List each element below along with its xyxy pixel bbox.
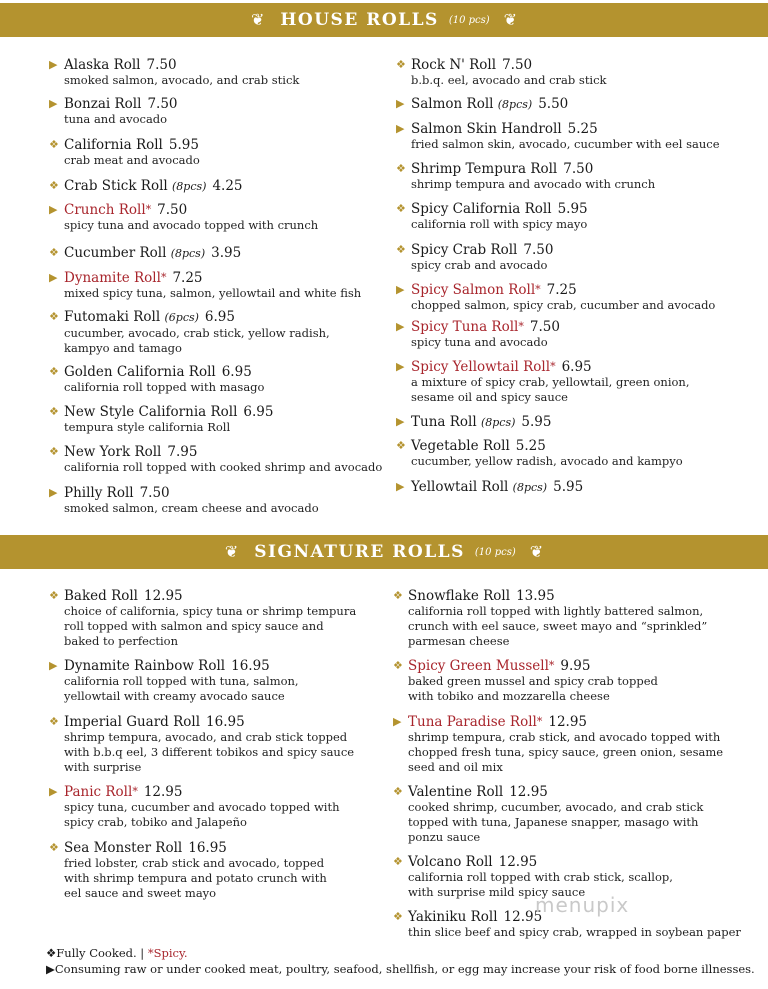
item-heading — [408, 658, 753, 674]
item-description: with tobiko and mozzarella cheese — [408, 689, 610, 703]
menu-item — [49, 714, 409, 775]
item-description: parmesan cheese — [408, 634, 510, 648]
item-heading — [64, 784, 409, 800]
menu-item — [396, 96, 756, 113]
item-description: thin slice beef and spicy crab, wrapped in soybean paper — [408, 925, 741, 939]
item-description: spicy crab, tobiko and Jalapeño — [64, 815, 247, 829]
menu-item — [49, 202, 409, 233]
cooked-diamond-icon: ❖ — [393, 910, 403, 923]
item-description: spicy tuna, cucumber and avocado topped with — [64, 800, 340, 814]
item-description: b.b.q. eel, avocado and crab stick — [411, 73, 607, 87]
ornament-icon: ❦ — [224, 542, 239, 561]
item-name: Yakiniku Roll — [408, 909, 498, 925]
item-name: Panic Roll — [64, 784, 133, 800]
spicy-star-icon: * — [550, 360, 556, 373]
menu-item — [49, 137, 409, 168]
item-heading — [411, 96, 756, 113]
raw-arrow-icon: ▶ — [396, 122, 405, 135]
item-heading — [64, 404, 409, 420]
item-heading — [411, 319, 756, 335]
menu-item — [393, 658, 753, 704]
raw-arrow-icon: ▶ — [49, 486, 58, 499]
item-name: Spicy Green Mussell — [408, 658, 549, 674]
item-description: cucumber, avocado, crab stick, yellow radish, — [64, 326, 330, 340]
item-heading — [64, 137, 409, 153]
item-description: shrimp tempura, avocado, and crab stick topped — [64, 730, 348, 744]
item-name: California Roll — [64, 137, 163, 153]
item-price: 6.95 — [243, 404, 274, 420]
item-name: Cucumber Roll — [64, 245, 167, 261]
item-heading — [64, 245, 409, 262]
menu-item — [49, 96, 409, 127]
item-price: 12.95 — [509, 784, 548, 800]
menu-item — [396, 282, 756, 313]
item-price: 7.95 — [167, 444, 198, 460]
item-name: Spicy California Roll — [411, 201, 552, 217]
item-price: 6.95 — [221, 364, 252, 380]
spicy-note: *Spicy. — [147, 946, 188, 960]
item-price: 7.50 — [139, 485, 170, 501]
cooked-diamond-icon: ❖ — [396, 58, 406, 71]
item-description: fried lobster, crab stick and avocado, topped — [64, 856, 325, 870]
item-price: 13.95 — [516, 588, 555, 604]
item-name: Tuna Paradise Roll — [408, 714, 537, 730]
section-count: (10 pcs) — [474, 546, 516, 558]
menu-item — [396, 438, 756, 469]
item-pieces: (8pcs) — [497, 98, 533, 111]
item-price: 5.25 — [567, 121, 598, 137]
menu-item — [396, 479, 756, 496]
cooked-diamond-icon: ❖ — [49, 179, 59, 192]
item-description: eel sauce and sweet mayo — [64, 886, 217, 900]
item-price: 12.95 — [143, 784, 183, 800]
item-heading — [408, 784, 753, 800]
menu-item — [49, 658, 409, 704]
item-price: 7.50 — [146, 57, 177, 73]
menu-item — [49, 178, 409, 195]
item-description: california roll topped with masago — [64, 380, 265, 394]
item-price: 3.95 — [211, 245, 242, 261]
item-price: 7.50 — [502, 57, 533, 73]
spicy-star-icon: * — [536, 715, 543, 728]
item-price: 7.50 — [563, 161, 594, 177]
item-price: 7.50 — [523, 242, 554, 258]
item-name: Spicy Salmon Roll — [411, 282, 536, 298]
cooked-diamond-icon: ❖ — [49, 365, 59, 378]
item-name: Rock N' Roll — [411, 57, 497, 73]
item-name: Imperial Guard Roll — [64, 714, 201, 730]
item-heading — [411, 161, 756, 177]
item-heading — [64, 270, 409, 286]
item-description: crunch with eel sauce, sweet mayo and “sprinkled” — [408, 619, 708, 633]
item-heading — [64, 178, 409, 195]
cooked-diamond-icon: ❖ — [396, 202, 406, 215]
item-name: Tuna Roll — [411, 414, 477, 430]
spicy-star-icon: * — [160, 271, 167, 284]
item-price: 5.25 — [515, 438, 546, 454]
item-description: with b.b.q eel, 3 different tobikos and spicy sauce — [64, 745, 355, 759]
item-description: with shrimp tempura and potato crunch with — [64, 871, 327, 885]
item-heading — [408, 588, 753, 604]
item-description: smoked salmon, cream cheese and avocado — [64, 501, 319, 515]
raw-arrow-icon: ▶ — [49, 785, 58, 798]
house-rolls-banner — [0, 3, 768, 37]
cooked-diamond-icon: ❖ — [49, 445, 59, 458]
item-name: Sea Monster Roll — [64, 840, 183, 856]
ornament-icon: ❦ — [503, 10, 518, 29]
item-heading — [411, 282, 756, 298]
item-description: yellowtail with creamy avocado sauce — [64, 689, 285, 703]
item-description: choice of california, spicy tuna or shrimp tempura — [64, 604, 357, 618]
item-heading — [411, 479, 756, 496]
item-pieces: (8pcs) — [512, 481, 548, 494]
item-name: Bonzai Roll — [64, 96, 142, 112]
item-name: Spicy Yellowtail Roll — [411, 359, 551, 375]
ornament-icon: ❦ — [250, 10, 265, 29]
item-name: Baked Roll — [64, 588, 138, 604]
item-description: california roll topped with cooked shrimp and avocado — [64, 460, 383, 474]
item-price: 12.95 — [503, 909, 543, 925]
spicy-star-icon: * — [145, 203, 152, 216]
cooked-diamond-icon: ❖ — [393, 785, 403, 798]
spicy-star-icon: * — [132, 785, 138, 798]
item-description: cucumber, yellow radish, avocado and kampyo — [411, 454, 683, 468]
item-price: 5.95 — [521, 414, 552, 430]
item-heading — [64, 57, 409, 73]
item-description: chopped fresh tuna, spicy sauce, green onion, sesame — [408, 745, 724, 759]
section-title: HOUSE ROLLS — [280, 10, 439, 30]
item-name: Salmon Skin Handroll — [411, 121, 562, 137]
raw-arrow-icon: ▶ — [49, 97, 58, 110]
legend-separator: | — [136, 946, 148, 960]
item-heading — [408, 714, 753, 730]
item-price: 5.95 — [553, 479, 584, 495]
raw-arrow-icon: ▶ — [49, 659, 58, 672]
item-description: mixed spicy tuna, salmon, yellowtail and white fish — [64, 286, 362, 300]
cooked-diamond-icon: ❖ — [393, 589, 403, 602]
item-name: Dynamite Roll — [64, 270, 161, 286]
item-pieces: (8pcs) — [480, 416, 516, 429]
item-description: crab meat and avocado — [64, 153, 200, 167]
item-name: Alaska Roll — [64, 57, 141, 73]
menu-item — [396, 414, 756, 431]
item-heading — [64, 588, 409, 604]
item-name: New York Roll — [64, 444, 162, 460]
item-description: california roll topped with crab stick, scallop, — [408, 870, 673, 884]
cooked-diamond-icon: ❖ — [393, 855, 403, 868]
item-description: spicy crab and avocado — [411, 258, 548, 272]
item-name: Snowflake Roll — [408, 588, 511, 604]
item-price: 12.95 — [548, 714, 588, 730]
cooked-diamond-icon: ❖ — [49, 841, 59, 854]
item-price: 5.95 — [557, 201, 588, 217]
item-pieces: (8pcs) — [170, 247, 206, 260]
cooked-diamond-icon: ❖ — [49, 246, 59, 259]
menu-item — [49, 404, 409, 435]
raw-arrow-icon: ▶ — [396, 415, 405, 428]
menu-item — [396, 57, 756, 88]
menu-item — [49, 270, 409, 301]
menu-item — [393, 714, 753, 775]
item-name: New Style California Roll — [64, 404, 238, 420]
item-description: shrimp tempura, crab stick, and avocado topped with — [408, 730, 721, 744]
menu-item — [49, 784, 409, 830]
footer-legend — [46, 946, 188, 961]
section-count: (10 pcs) — [448, 14, 490, 26]
cooked-diamond-icon: ❖ — [49, 715, 59, 728]
item-name: Vegetable Roll — [411, 438, 510, 454]
item-description: a mixture of spicy crab, yellowtail, green onion, — [411, 375, 690, 389]
menu-item — [393, 588, 753, 649]
item-name: Spicy Tuna Roll — [411, 319, 519, 335]
health-warning: ▶Consuming raw or under cooked meat, poultry, seafood, shellfish, or egg may increase your risk of food borne illnesses. — [46, 962, 755, 976]
ornament-icon: ❦ — [529, 542, 544, 561]
item-description: smoked salmon, avocado, and crab stick — [64, 73, 300, 87]
menu-item — [49, 245, 409, 262]
menu-item — [393, 784, 753, 845]
spicy-star-icon: * — [548, 659, 555, 672]
item-price: 5.95 — [168, 137, 199, 153]
item-name: Philly Roll — [64, 485, 134, 501]
item-description: california roll topped with tuna, salmon, — [64, 674, 299, 688]
cooked-diamond-icon: ❖ — [396, 162, 406, 175]
item-price: 16.95 — [206, 714, 245, 730]
item-pieces: (6pcs) — [164, 311, 199, 324]
item-description: roll topped with salmon and spicy sauce and — [64, 619, 324, 633]
item-price: 5.50 — [538, 96, 569, 112]
spicy-star-icon: * — [518, 320, 524, 333]
item-description: chopped salmon, spicy crab, cucumber and avocado — [411, 298, 716, 312]
item-name: Dynamite Rainbow Roll — [64, 658, 226, 674]
raw-arrow-icon: ▶ — [396, 480, 405, 493]
item-description: with surprise mild spicy sauce — [408, 885, 586, 899]
item-heading — [64, 364, 409, 380]
cooked-diamond-icon: ❖ — [49, 310, 59, 323]
item-pieces: (8pcs) — [172, 180, 207, 193]
menu-item — [49, 588, 409, 649]
item-price: 6.95 — [204, 309, 235, 325]
fully-cooked-note: ❖Fully Cooked. — [46, 946, 137, 960]
item-heading — [64, 714, 409, 730]
item-heading — [411, 359, 756, 375]
menu-item — [49, 309, 409, 356]
menu-item — [49, 57, 409, 88]
item-description: kampyo and tamago — [64, 341, 182, 355]
item-heading — [411, 242, 756, 258]
item-price: 7.25 — [172, 270, 203, 286]
menu-item — [396, 121, 756, 152]
item-price: 4.25 — [212, 178, 243, 194]
item-price: 6.95 — [561, 359, 592, 375]
item-description: tempura style california Roll — [64, 420, 231, 434]
watermark: menupix — [535, 893, 630, 917]
item-heading — [411, 121, 756, 137]
item-heading — [64, 485, 409, 501]
item-description: seed and oil mix — [408, 760, 503, 774]
menu-item — [396, 242, 756, 273]
cooked-diamond-icon: ❖ — [49, 589, 59, 602]
item-name: Volcano Roll — [408, 854, 493, 870]
item-heading — [411, 201, 756, 217]
cooked-diamond-icon: ❖ — [396, 243, 406, 256]
spicy-star-icon: * — [535, 283, 541, 296]
item-description: topped with tuna, Japanese snapper, masago with — [408, 815, 699, 829]
cooked-diamond-icon: ❖ — [49, 138, 59, 151]
item-heading — [64, 840, 409, 856]
item-heading — [411, 438, 756, 454]
item-price: 12.95 — [144, 588, 183, 604]
item-name: Spicy Crab Roll — [411, 242, 518, 258]
raw-arrow-icon: ▶ — [49, 271, 58, 284]
item-name: Salmon Roll — [411, 96, 494, 112]
item-description: sesame oil and spicy sauce — [411, 390, 568, 404]
cooked-diamond-icon: ❖ — [49, 405, 59, 418]
item-price: 12.95 — [498, 854, 538, 870]
item-heading — [64, 309, 409, 326]
menu-item — [49, 444, 409, 475]
item-name: Crunch Roll — [64, 202, 146, 218]
raw-arrow-icon: ▶ — [396, 320, 405, 333]
signature-rolls-banner — [0, 535, 768, 569]
item-name: Golden California Roll — [64, 364, 216, 380]
item-price: 7.50 — [147, 96, 178, 112]
item-price: 16.95 — [188, 840, 227, 856]
item-description: california roll topped with lightly battered salmon, — [408, 604, 704, 618]
item-name: Crab Stick Roll — [64, 178, 168, 194]
raw-arrow-icon: ▶ — [396, 283, 405, 296]
item-name: Valentine Roll — [408, 784, 504, 800]
section-title: SIGNATURE ROLLS — [254, 542, 465, 562]
menu-item — [396, 359, 756, 405]
item-heading — [408, 854, 753, 870]
item-name: Futomaki Roll — [64, 309, 161, 325]
item-description: california roll with spicy mayo — [411, 217, 588, 231]
item-heading — [64, 444, 409, 460]
menu-item — [49, 840, 409, 901]
raw-arrow-icon: ▶ — [49, 58, 58, 71]
item-heading — [64, 202, 409, 218]
item-description: with surprise — [64, 760, 142, 774]
item-heading — [411, 414, 756, 431]
item-description: fried salmon skin, avocado, cucumber with eel sauce — [411, 137, 720, 151]
menu-item — [396, 161, 756, 192]
raw-arrow-icon: ▶ — [49, 203, 58, 216]
item-description: spicy tuna and avocado — [411, 335, 548, 349]
item-name: Shrimp Tempura Roll — [411, 161, 558, 177]
item-heading — [64, 96, 409, 112]
menu-item — [396, 319, 756, 350]
item-description: ponzu sauce — [408, 830, 481, 844]
item-price: 7.50 — [529, 319, 560, 335]
item-description: baked to perfection — [64, 634, 179, 648]
raw-arrow-icon: ▶ — [396, 360, 405, 373]
menu-item — [396, 201, 756, 232]
item-heading — [411, 57, 756, 73]
item-description: cooked shrimp, cucumber, avocado, and crab stick — [408, 800, 704, 814]
item-description: tuna and avocado — [64, 112, 168, 126]
item-description: baked green mussel and spicy crab topped — [408, 674, 658, 688]
raw-arrow-icon: ▶ — [396, 97, 405, 110]
item-price: 9.95 — [560, 658, 591, 674]
item-heading — [64, 658, 409, 674]
item-price: 7.50 — [157, 202, 188, 218]
menu-item — [49, 364, 409, 395]
item-description: shrimp tempura and avocado with crunch — [411, 177, 656, 191]
menu-item — [49, 485, 409, 516]
cooked-diamond-icon: ❖ — [396, 439, 406, 452]
item-description: spicy tuna and avocado topped with crunch — [64, 218, 319, 232]
item-price: 16.95 — [231, 658, 270, 674]
item-name: Yellowtail Roll — [411, 479, 509, 495]
cooked-diamond-icon: ❖ — [393, 659, 403, 672]
raw-arrow-icon: ▶ — [393, 715, 402, 728]
item-price: 7.25 — [546, 282, 577, 298]
